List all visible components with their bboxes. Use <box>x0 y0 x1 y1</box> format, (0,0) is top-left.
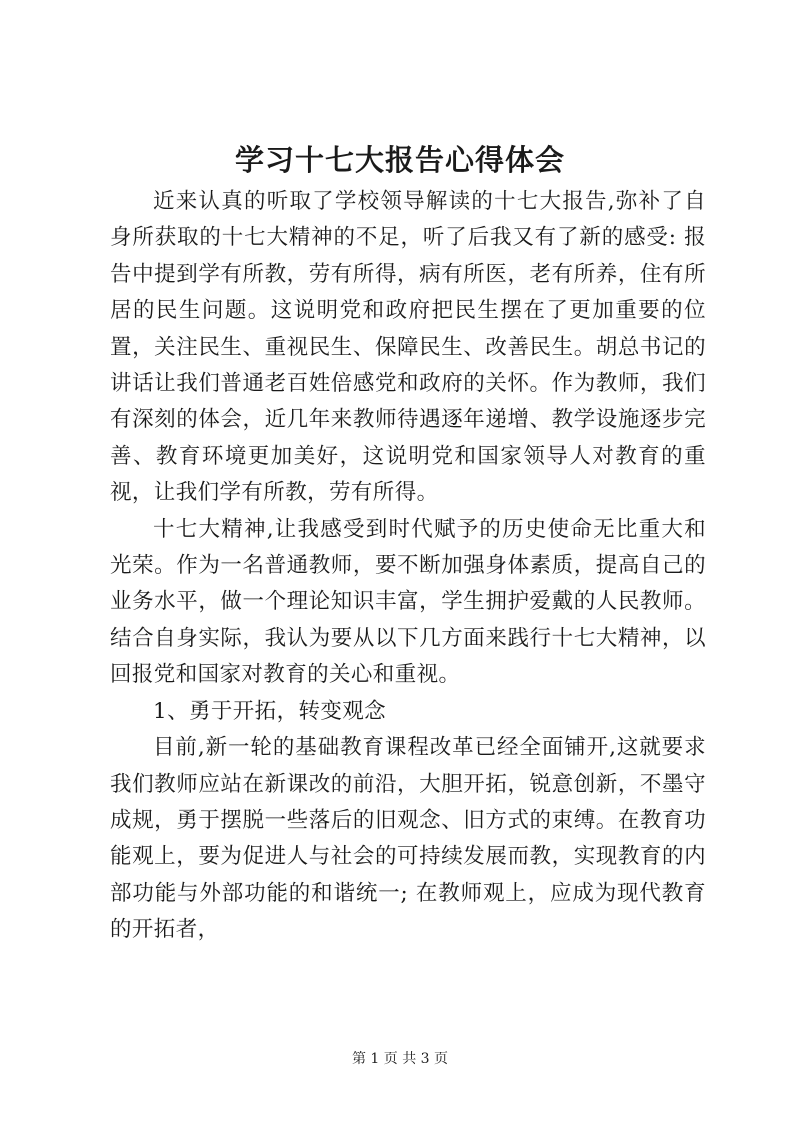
paragraph-2: 十七大精神,让我感受到时代赋予的历史使命无比重大和光荣。作为一名普通教师，要不断加强身体素质，提高自己的业务水平，做一个理论知识丰富，学生拥护爱戴的人民教师。结合自身实际，我认为要从以下几方面来践行十七大精神，以回报党和国家对教育的关心和重视。 <box>110 516 706 688</box>
section-heading-1: 1、勇于开拓，转变观念 <box>153 698 387 724</box>
document-title: 学习十七大报告心得体会 <box>234 143 565 177</box>
page-number: 第 1 页 共 3 页 <box>351 1051 449 1067</box>
document-body <box>110 184 706 949</box>
page-footer <box>0 1048 800 1068</box>
paragraph-3: 目前,新一轮的基础教育课程改革已经全面铺开,这就要求我们教师应站在新课改的前沿，大胆开拓，锐意创新，不墨守成规，勇于摆脱一些落后的旧观念、旧方式的束缚。在教育功能观上，要为促进人与社会的可持续发展而教，实现教育的内部功能与外部功能的和谐统一; 在教师观上，应成为现代教育的开拓者， <box>110 735 706 943</box>
paragraph-1: 近来认真的听取了学校领导解读的十七大报告,弥补了自身所获取的十七大精神的不足，听了后我又有了新的感受: 报告中提到学有所教，劳有所得，病有所医，老有所养，住有所居的民生问题。这说明党和政府把民生摆在了更加重要的位置，关注民生、重视民生、保障民生、改善民生。胡总书记的讲话让我们普通老百姓倍感党和政府的关怀。作为教师，我们有深刻的体会，近几年来教师待遇逐年递增、教学设施逐步完善、教育环境更加美好，这说明党和国家领导人对教育的重视，让我们学有所教，劳有所得。 <box>110 189 706 506</box>
